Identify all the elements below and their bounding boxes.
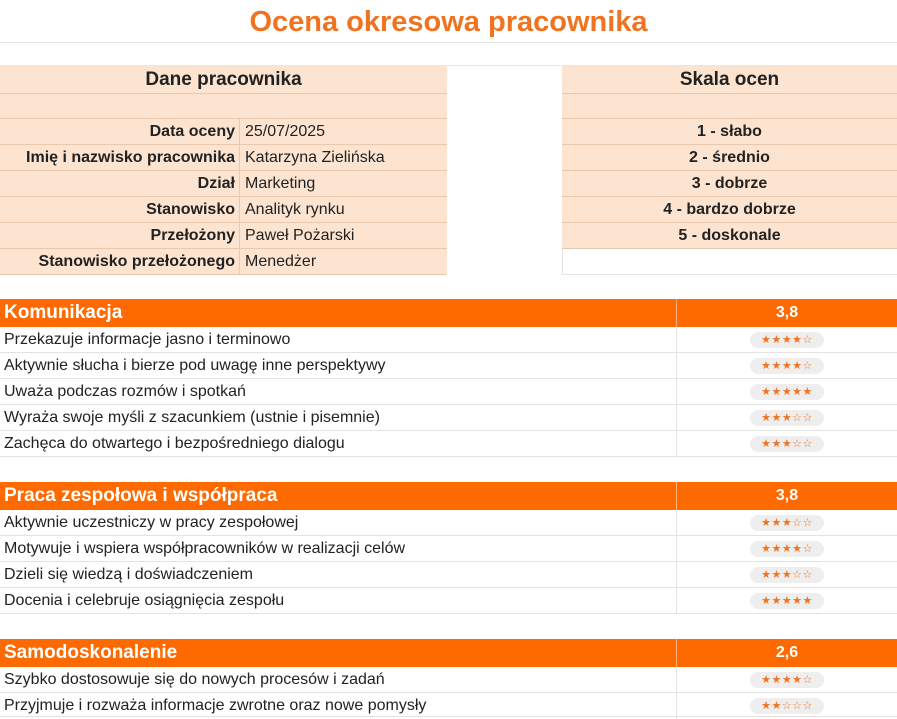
field-value-supervisor[interactable]: Paweł Pożarski bbox=[240, 223, 447, 249]
criterion-text: Przyjmuje i rozważa informacje zwrotne oraz nowe pomysły bbox=[4, 697, 427, 714]
criterion-text: Zachęca do otwartego i bezpośredniego dialogu bbox=[4, 435, 345, 452]
table-row bbox=[0, 588, 897, 614]
criterion-text: Wyraża swoje myśli z szacunkiem (ustnie i pisemnie) bbox=[4, 409, 380, 426]
scale-header: Skala ocen bbox=[562, 66, 897, 94]
criterion-text: Aktywnie uczestniczy w pracy zespołowej bbox=[4, 514, 299, 531]
field-value-name[interactable]: Katarzyna Zielińska bbox=[240, 145, 447, 171]
star-rating[interactable]: ★★★★☆ bbox=[750, 358, 824, 374]
scale-item-5: 5 - doskonale bbox=[562, 223, 897, 249]
star-rating[interactable]: ★★★★☆ bbox=[750, 332, 824, 348]
section-name: Komunikacja bbox=[4, 302, 123, 323]
scale-item-3: 3 - dobrze bbox=[562, 171, 897, 197]
page-title: Ocena okresowa pracownika bbox=[0, 0, 897, 43]
employee-blank-row bbox=[0, 94, 447, 119]
star-rating[interactable]: ★★☆☆☆ bbox=[750, 698, 824, 714]
star-rating[interactable]: ★★★★☆ bbox=[750, 541, 824, 557]
section-score: 2,6 bbox=[775, 644, 799, 661]
section-name: Samodoskonalenie bbox=[4, 642, 178, 663]
star-rating[interactable]: ★★★★★ bbox=[750, 593, 824, 609]
star-rating[interactable]: ★★★☆☆ bbox=[750, 567, 824, 583]
table-row bbox=[0, 693, 897, 717]
field-value-department[interactable]: Marketing bbox=[240, 171, 447, 197]
section-header-communication bbox=[0, 299, 897, 327]
table-row bbox=[0, 536, 897, 562]
scale-item-4: 4 - bardzo dobrze bbox=[562, 197, 897, 223]
criterion-text: Szybko dostosowuje się do nowych procesów i zadań bbox=[4, 671, 385, 688]
star-rating[interactable]: ★★★★★ bbox=[750, 384, 824, 400]
criterion-text: Przekazuje informacje jasno i terminowo bbox=[4, 331, 291, 348]
scale-item-2: 2 - średnio bbox=[562, 145, 897, 171]
section-name: Praca zespołowa i współpraca bbox=[4, 485, 278, 506]
spacer-row bbox=[0, 43, 897, 66]
scale-blank-row bbox=[562, 94, 897, 119]
section-header-self-improvement bbox=[0, 639, 897, 667]
employee-header: Dane pracownika bbox=[0, 66, 447, 94]
criterion-text: Motywuje i wspiera współpracowników w realizacji celów bbox=[4, 540, 406, 557]
field-label-name: Imię i nazwisko pracownika bbox=[0, 145, 240, 171]
field-value-date[interactable]: 25/07/2025 bbox=[240, 119, 447, 145]
field-value-position[interactable]: Analityk rynku bbox=[240, 197, 447, 223]
table-row bbox=[0, 431, 897, 457]
star-rating[interactable]: ★★★☆☆ bbox=[750, 436, 824, 452]
star-rating[interactable]: ★★★☆☆ bbox=[750, 515, 824, 531]
section-score: 3,8 bbox=[775, 304, 799, 321]
table-row bbox=[0, 667, 897, 693]
star-rating[interactable]: ★★★☆☆ bbox=[750, 410, 824, 426]
criterion-text: Docenia i celebruje osiągnięcia zespołu bbox=[4, 592, 285, 609]
field-label-position: Stanowisko bbox=[0, 197, 240, 223]
section-score: 3,8 bbox=[775, 487, 799, 504]
table-row bbox=[0, 379, 897, 405]
field-label-department: Dział bbox=[0, 171, 240, 197]
criterion-text: Aktywnie słucha i bierze pod uwagę inne perspektywy bbox=[4, 357, 386, 374]
table-row bbox=[0, 353, 897, 379]
field-label-supervisor: Przełożony bbox=[0, 223, 240, 249]
star-rating[interactable]: ★★★★☆ bbox=[750, 672, 824, 688]
field-value-supervisor-position[interactable]: Menedżer bbox=[240, 249, 447, 275]
field-label-date: Data oceny bbox=[0, 119, 240, 145]
table-row bbox=[0, 405, 897, 431]
field-label-supervisor-position: Stanowisko przełożonego bbox=[0, 249, 240, 275]
table-row bbox=[0, 510, 897, 536]
criterion-text: Uważa podczas rozmów i spotkań bbox=[4, 383, 246, 400]
scale-empty-row bbox=[562, 249, 897, 275]
scale-item-1: 1 - słabo bbox=[562, 119, 897, 145]
table-row bbox=[0, 562, 897, 588]
criterion-text: Dzieli się wiedzą i doświadczeniem bbox=[4, 566, 253, 583]
table-row bbox=[0, 327, 897, 353]
section-header-teamwork bbox=[0, 482, 897, 510]
